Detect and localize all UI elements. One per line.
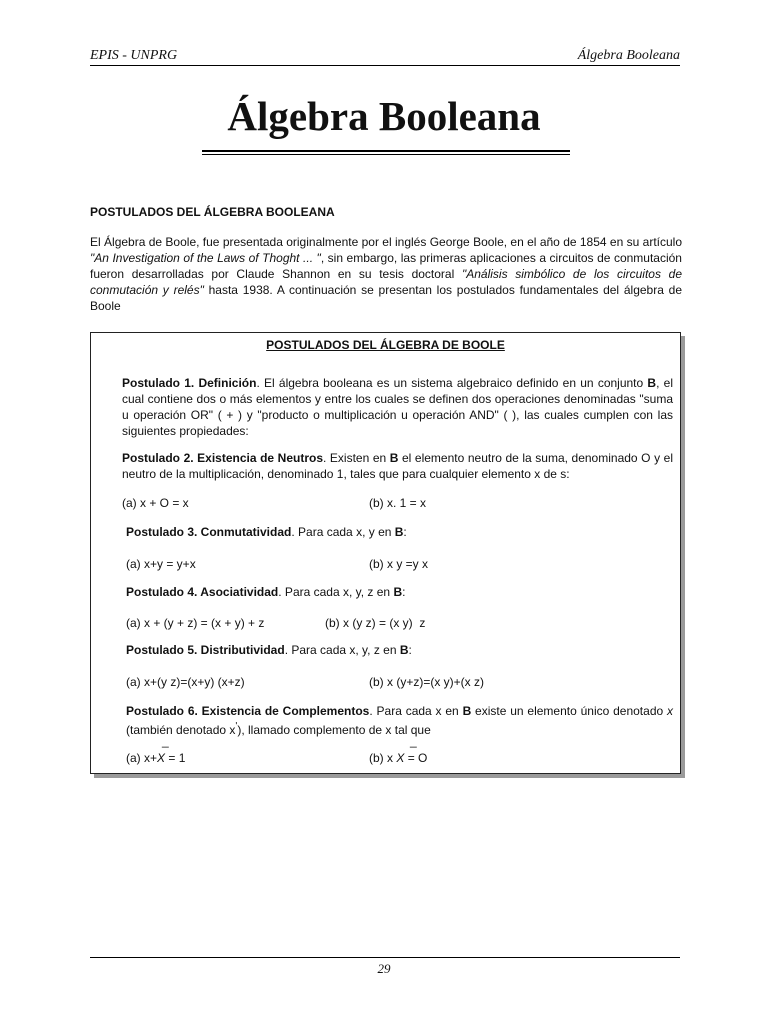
postulate-4: Postulado 4. Asociatividad. Para cada x, y, z en B:	[126, 585, 406, 599]
footer-rule	[90, 957, 680, 958]
postulate-3: Postulado 3. Conmutatividad. Para cada x, y en B:	[126, 525, 407, 539]
complement-bar-b: _	[410, 734, 417, 748]
article-title: "An Investigation of the Laws of Thoght ... "	[90, 251, 321, 265]
postulate-3-b: (b) x y =y x	[369, 557, 429, 571]
postulate-5-b: (b) x (y+z)=(x y)+(x z)	[369, 675, 485, 689]
complement-bar-a: _	[162, 734, 169, 748]
postulate-2-b: (b) x. 1 = x	[369, 496, 427, 510]
postulate-2-a: (a) x + O = x	[122, 496, 189, 510]
postulate-2: Postulado 2. Existencia de Neutros. Existen en B el elemento neutro de la suma, denominado O y el neutro de la multiplicación, denominado 1, tales que para cualquier elemento x de s:	[122, 451, 673, 481]
page-number: 29	[377, 961, 391, 976]
box-title: POSTULADOS DEL ÁLGEBRA DE BOOLE	[266, 338, 505, 352]
intro-paragraph: El Álgebra de Boole, fue presentada originalmente por el inglés George Boole, en el año de 1854 en su artículo "An Investigation of the Laws of Thoght ... ", sin embargo, las primeras aplicaciones a circuitos de conmutación fueron desarrolladas por Claude Shannon en su tesis doctoral "Análisis simbólico de los circuitos de conmutación y relés" hasta 1938. A continuación se presentan los postulados fundamentales del álgebra de Boole	[90, 235, 682, 313]
page-title: Álgebra Booleana	[227, 93, 541, 139]
title-rule-thick	[202, 150, 570, 152]
postulates-box	[90, 332, 681, 774]
postulate-4-a: (a) x + (y + z) = (x + y) + z	[126, 616, 265, 630]
postulate-6-b: (b) x X = O	[369, 751, 428, 765]
postulate-4-b: (b) x (y z) = (x y) z	[325, 616, 426, 630]
postulate-3-a: (a) x+y = y+x	[126, 557, 196, 571]
postulate-5: Postulado 5. Distributividad. Para cada x, y, z en B:	[126, 643, 412, 657]
title-rule-thin	[202, 154, 570, 155]
postulate-6: Postulado 6. Existencia de Complementos. Para cada x en B existe un elemento único denotado x (también denotado x'), llamado complemento de x tal que	[126, 704, 673, 737]
header-left: EPIS - UNPRG	[90, 48, 178, 63]
postulate-1: Postulado 1. Definición. El álgebra booleana es un sistema algebraico definido en un conjunto B, el cual contiene dos o más elementos y entre los cuales se definen dos operaciones denominadas "suma u operación OR" ( + ) y "producto o multiplicación u operación AND" ( ), las cuales cumplen con las siguientes propiedades:	[122, 376, 673, 438]
postulate-6-a: (a) x+X = 1	[126, 751, 186, 765]
header-right: Álgebra Booleana	[577, 48, 680, 63]
thesis-title: "Análisis simbólico de los circuitos de conmutación y relés"	[90, 267, 682, 297]
postulate-5-a: (a) x+(y z)=(x+y) (x+z)	[126, 675, 245, 689]
page-header	[90, 46, 680, 66]
section-title: POSTULADOS DEL ÁLGEBRA BOOLEANA	[90, 205, 335, 219]
